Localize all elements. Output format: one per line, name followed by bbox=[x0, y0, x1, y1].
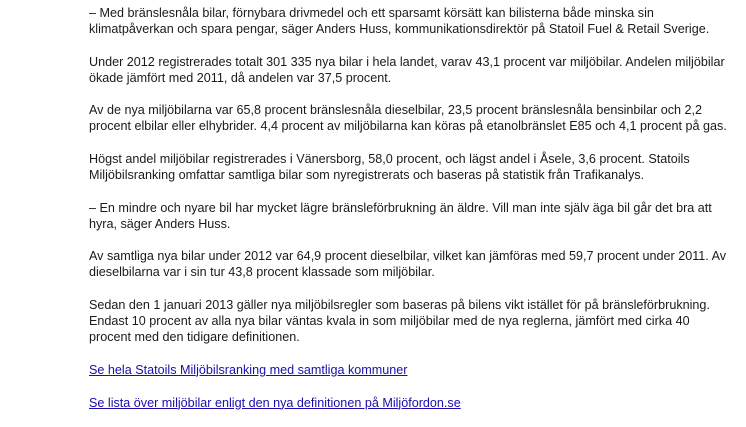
paragraph-fuel-breakdown: Av de nya miljöbilarna var 65,8 procent bränslesnåla dieselbilar, 23,5 procent bränslesnåla bensinbilar och 2,2 procent elbilar eller elhybrider. 4,4 procent av miljöbilarna kan köras på etanolbränslet E85 och 4,1 procent på gas. bbox=[89, 103, 727, 134]
article-body bbox=[89, 5, 729, 427]
miljofordon-link[interactable]: Se lista över miljöbilar enligt den nya definitionen på Miljöfordon.se bbox=[89, 395, 461, 410]
paragraph-quote-smaller-car: – En mindre och nyare bil har mycket lägre bränsleförbrukning än äldre. Vill man inte själv äga bil går det bra att hyra, säger Anders Huss. bbox=[89, 200, 712, 231]
paragraph-registrations-2012: Under 2012 registrerades totalt 301 335 nya bilar i hela landet, varav 43,1 procent var miljöbilar. Andelen miljöbilar ökade jämfört med 2011, då andelen var 37,5 procent. bbox=[89, 54, 725, 85]
ranking-link[interactable]: Se hela Statoils Miljöbilsranking med samtliga kommuner bbox=[89, 362, 408, 377]
link-paragraph-miljofordon bbox=[89, 395, 729, 411]
paragraph-diesel-share: Av samtliga nya bilar under 2012 var 64,9 procent dieselbilar, vilket kan jämföras med 59,7 procent under 2011. Av dieselbilarna var i sin tur 43,8 procent klassade som miljöbilar. bbox=[89, 249, 727, 280]
paragraph-new-rules-2013: Sedan den 1 januari 2013 gäller nya miljöbilsregler som baseras på bilens vikt istället för på bränsleförbrukning. Endast 10 procent av alla nya bilar väntas kvala in som miljöbilar med de nya reglerna, jämfört med cirka 40 procent med den tidigare definitionen. bbox=[89, 298, 710, 345]
link-paragraph-ranking bbox=[89, 362, 729, 378]
paragraph-municipality-ranking: Högst andel miljöbilar registrerades i Vänersborg, 58,0 procent, och lägst andel i Åsele, 3,6 procent. Statoils Miljöbilsranking omfattar samtliga bilar som nyregistrerats och baseras på statistik från Trafikanalys. bbox=[89, 152, 690, 183]
paragraph-quote-intro: – Med bränslesnåla bilar, förnybara drivmedel och ett sparsamt körsätt kan bilisterna både minska sin klimatpåverkan och spara pengar, säger Anders Huss, kommunikationsdirektör på Statoil Fuel & Retail Sverige. bbox=[89, 6, 710, 36]
